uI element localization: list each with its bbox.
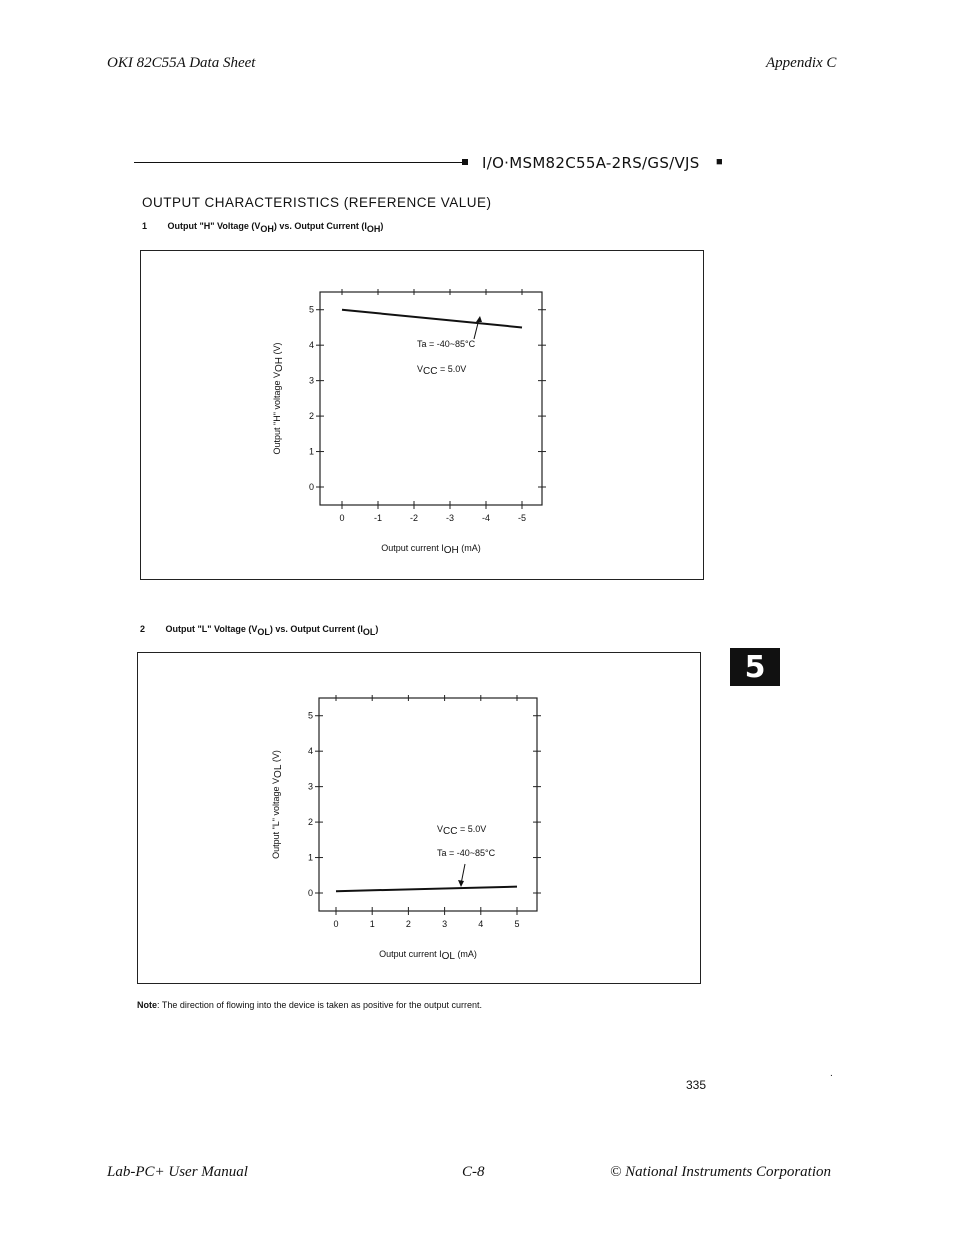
header-doc-title: OKI 82C55A Data Sheet xyxy=(107,55,256,71)
chart2-x-tick-label: 1 xyxy=(369,919,375,929)
chart2-caption-mid: ) vs. Output Current (I xyxy=(269,624,363,634)
chart2-x-tick-label: 5 xyxy=(514,919,520,929)
chart1-x-tick-label: -1 xyxy=(373,513,383,523)
chart2-series-line xyxy=(336,887,517,892)
chart2-caption-sub2: OL xyxy=(362,626,376,637)
footer-manual-title: Lab-PC+ User Manual xyxy=(107,1164,248,1180)
chart1-caption-text: Output "H" Voltage (V xyxy=(167,221,261,231)
section-title: I/O·MSM82C55A-2RS/GS/VJS xyxy=(482,154,700,172)
chart1-caption-end: ) xyxy=(380,221,384,231)
chart1-y-tick-label: 0 xyxy=(308,482,314,492)
chart1-y-tick-label: 5 xyxy=(308,304,314,315)
chart2-x-tick-label: 2 xyxy=(405,919,411,929)
chart1-annotation-vcc: VCC = 5.0V xyxy=(417,364,467,377)
chart2-y-tick-label: 0 xyxy=(307,888,313,898)
chart2-y-tick-label: 5 xyxy=(307,710,313,721)
chart2-x-tick-label: 3 xyxy=(442,919,448,929)
chart2-x-tick-label: 4 xyxy=(478,919,484,929)
chart1-x-tick-label: 0 xyxy=(339,513,345,523)
chart2-svg xyxy=(137,652,701,984)
chart1-caption-number: 1 xyxy=(142,221,148,231)
chart2-caption-number: 2 xyxy=(140,624,146,634)
chart1-annotation-arrowhead xyxy=(476,316,482,322)
note-text: : The direction of flowing into the device is taken as positive for the output current. xyxy=(157,1000,483,1010)
output-characteristics-heading: OUTPUT CHARACTERISTICS (REFERENCE VALUE) xyxy=(142,195,492,210)
page-number: 335 xyxy=(686,1078,707,1092)
chart1-y-tick-label: 2 xyxy=(308,411,314,422)
chart1-plot-box xyxy=(320,292,542,505)
stray-dot: . xyxy=(830,1068,833,1079)
chart2-plot-box xyxy=(319,698,537,911)
chart1-annotation-ta: Ta = -40~85°C xyxy=(417,339,476,349)
chart2-caption-sub1: OL xyxy=(257,626,270,637)
chart2-caption xyxy=(140,624,378,637)
chart2-annotation-arrowhead xyxy=(458,880,464,887)
chart1-y-tick-label: 1 xyxy=(308,446,314,457)
chart2-y-tick-label: 4 xyxy=(307,746,313,757)
footer-page-ref: C-8 xyxy=(462,1164,485,1180)
chart1-caption-sub1: OH xyxy=(260,223,274,234)
chart1-y-axis-label: Output "H" voltage VOH (V) xyxy=(272,342,285,455)
chart1-x-tick-label: -4 xyxy=(481,513,491,523)
header-appendix: Appendix C xyxy=(766,55,837,71)
chart1-caption-sub2: OH xyxy=(366,223,381,234)
chart1-y-tick-label: 4 xyxy=(308,340,314,351)
chart2-annotation-vcc: VCC = 5.0V xyxy=(437,824,487,837)
chart1-series-line xyxy=(342,310,522,328)
chart2-x-tick-label: 0 xyxy=(333,919,339,929)
chart1-caption xyxy=(142,221,383,234)
chart2-y-tick-label: 1 xyxy=(307,852,313,863)
chart2-caption-text: Output "L" Voltage (V xyxy=(165,624,258,634)
chart1-caption-mid: ) vs. Output Current (I xyxy=(273,221,367,231)
chart2-y-tick-label: 3 xyxy=(307,781,313,792)
section-bullet-left xyxy=(462,159,468,165)
chart2-x-axis-label: Output current IOL (mA) xyxy=(379,949,477,962)
chart1-x-tick-label: -2 xyxy=(409,513,419,523)
chart1-x-axis-label: Output current IOH (mA) xyxy=(381,543,481,556)
chart1-x-tick-label: -3 xyxy=(445,513,455,523)
chart2-annotation-ta: Ta = -40~85°C xyxy=(437,848,496,858)
section-bullet-right: ■ xyxy=(716,156,723,168)
chart1-x-tick-label: -5 xyxy=(517,513,527,523)
note-label: Note xyxy=(137,1000,157,1010)
chart2-y-tick-label: 2 xyxy=(307,817,313,828)
section-tab: 5 xyxy=(730,648,780,686)
chart2-caption-end: ) xyxy=(375,624,379,634)
note xyxy=(137,1000,482,1010)
footer-copyright: © National Instruments Corporation xyxy=(610,1164,832,1180)
chart1-svg xyxy=(140,250,704,580)
section-rule xyxy=(134,162,464,163)
chart1-y-tick-label: 3 xyxy=(308,375,314,386)
chart2-y-axis-label: Output "L" voltage VOL (V) xyxy=(271,750,284,859)
